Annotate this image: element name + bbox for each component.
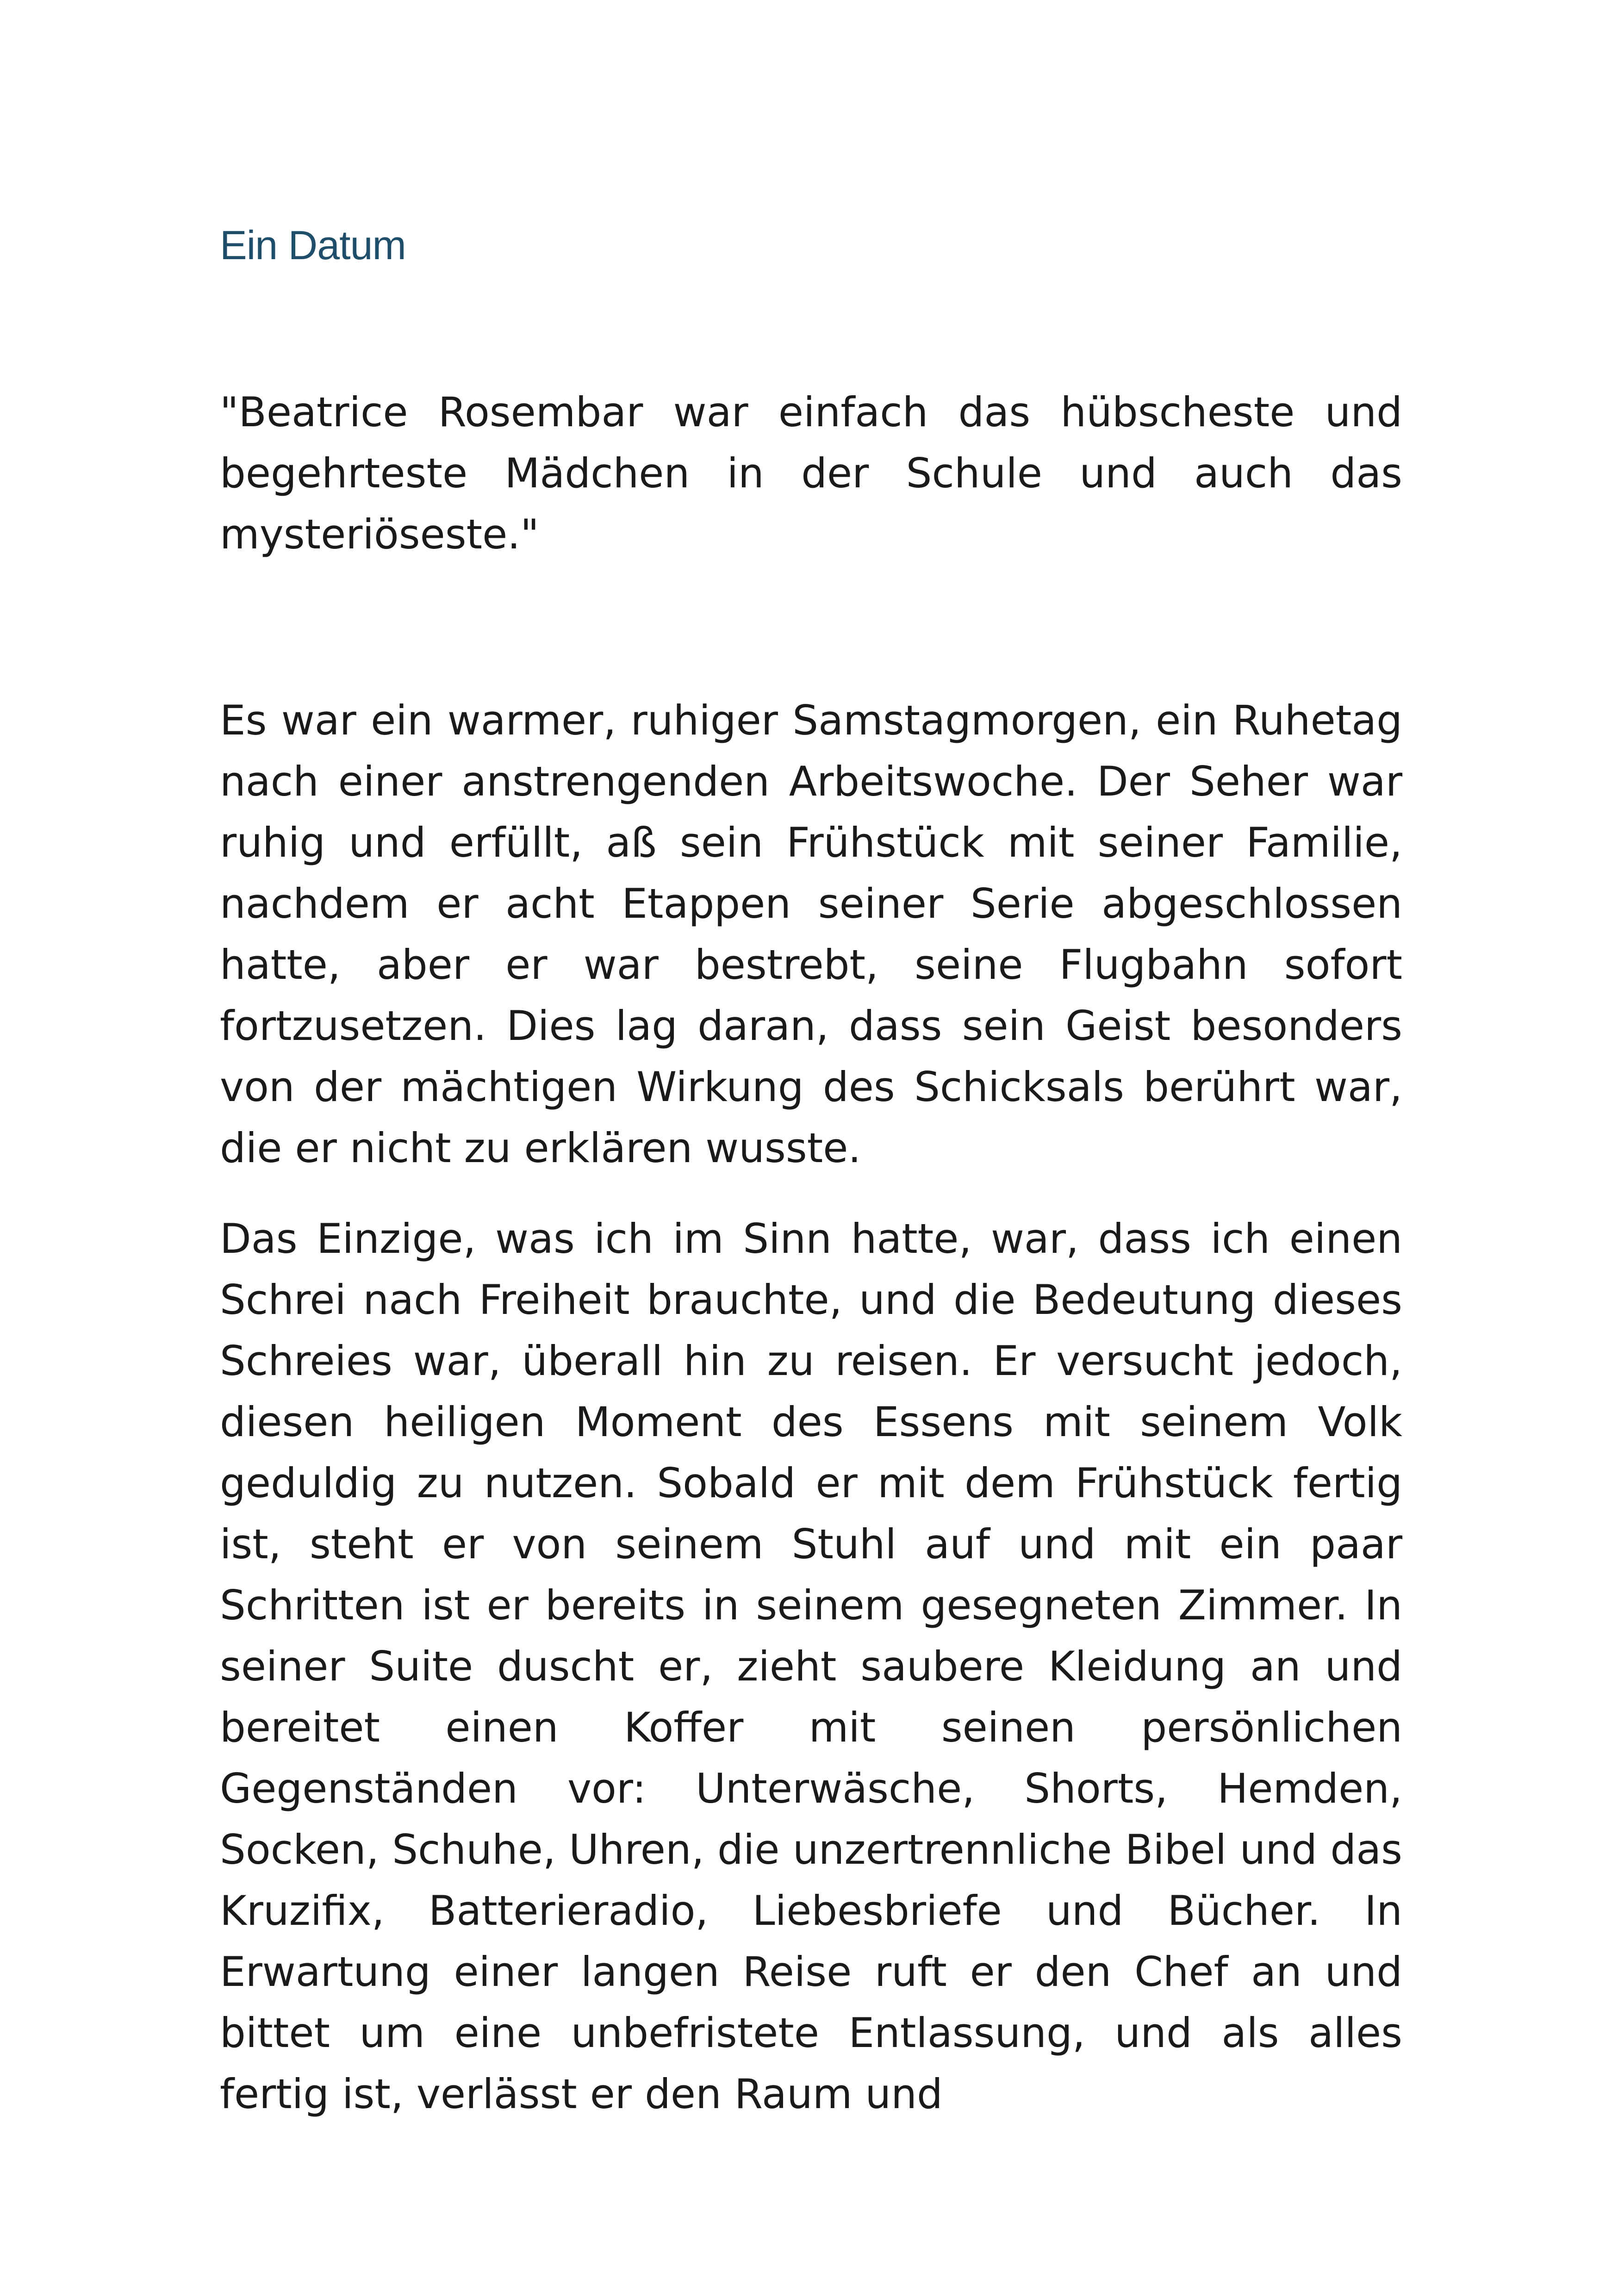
opening-quote-paragraph: "Beatrice Rosembar war einfach das hübscheste und begehrteste Mädchen in der Schule und auch das mysteriöseste." bbox=[220, 388, 1402, 558]
body-paragraph-2: Das Einzige, was ich im Sinn hatte, war, dass ich einen Schrei nach Freiheit brauchte, und die Bedeutung dieses Schreies war, überall hin zu reisen. Er versucht jedoch, diesen heiligen Moment des Essens mit seinem Volk geduldig zu nutzen. Sobald er mit dem Frühstück fertig ist, steht er von seinem Stuhl auf und mit ein paar Schritten ist er bereits in seinem gesegneten Zimmer. In seiner Suite duscht er, zieht saubere Kleidung an und bereitet einen Koffer mit seinen persönlichen Gegenständen vor: Unterwäsche, Shorts, Hemden, Socken, Schuhe, Uhren, die unzertrennliche Bibel und das Kruzifix, Batterieradio, Liebesbriefe und Bücher. In Erwartung einer langen Reise ruft er den Chef an und bittet um eine unbefristete Entlassung, und als alles fertig ist, verlässt er den Raum und bbox=[220, 1215, 1402, 2118]
body-paragraph-1: Es war ein warmer, ruhiger Samstagmorgen, ein Ruhetag nach einer anstrengenden Arbeitswoche. Der Seher war ruhig und erfüllt, aß sein Frühstück mit seiner Familie, nachdem er acht Etappen seiner Serie abgeschlossen hatte, aber er war bestrebt, seine Flugbahn sofort fortzusetzen. Dies lag daran, dass sein Geist besonders von der mächtigen Wirkung des Schicksals berührt war, die er nicht zu erklären wusste. bbox=[220, 697, 1402, 1172]
document-title: Ein Datum bbox=[220, 222, 406, 268]
document-body bbox=[220, 218, 1402, 2125]
